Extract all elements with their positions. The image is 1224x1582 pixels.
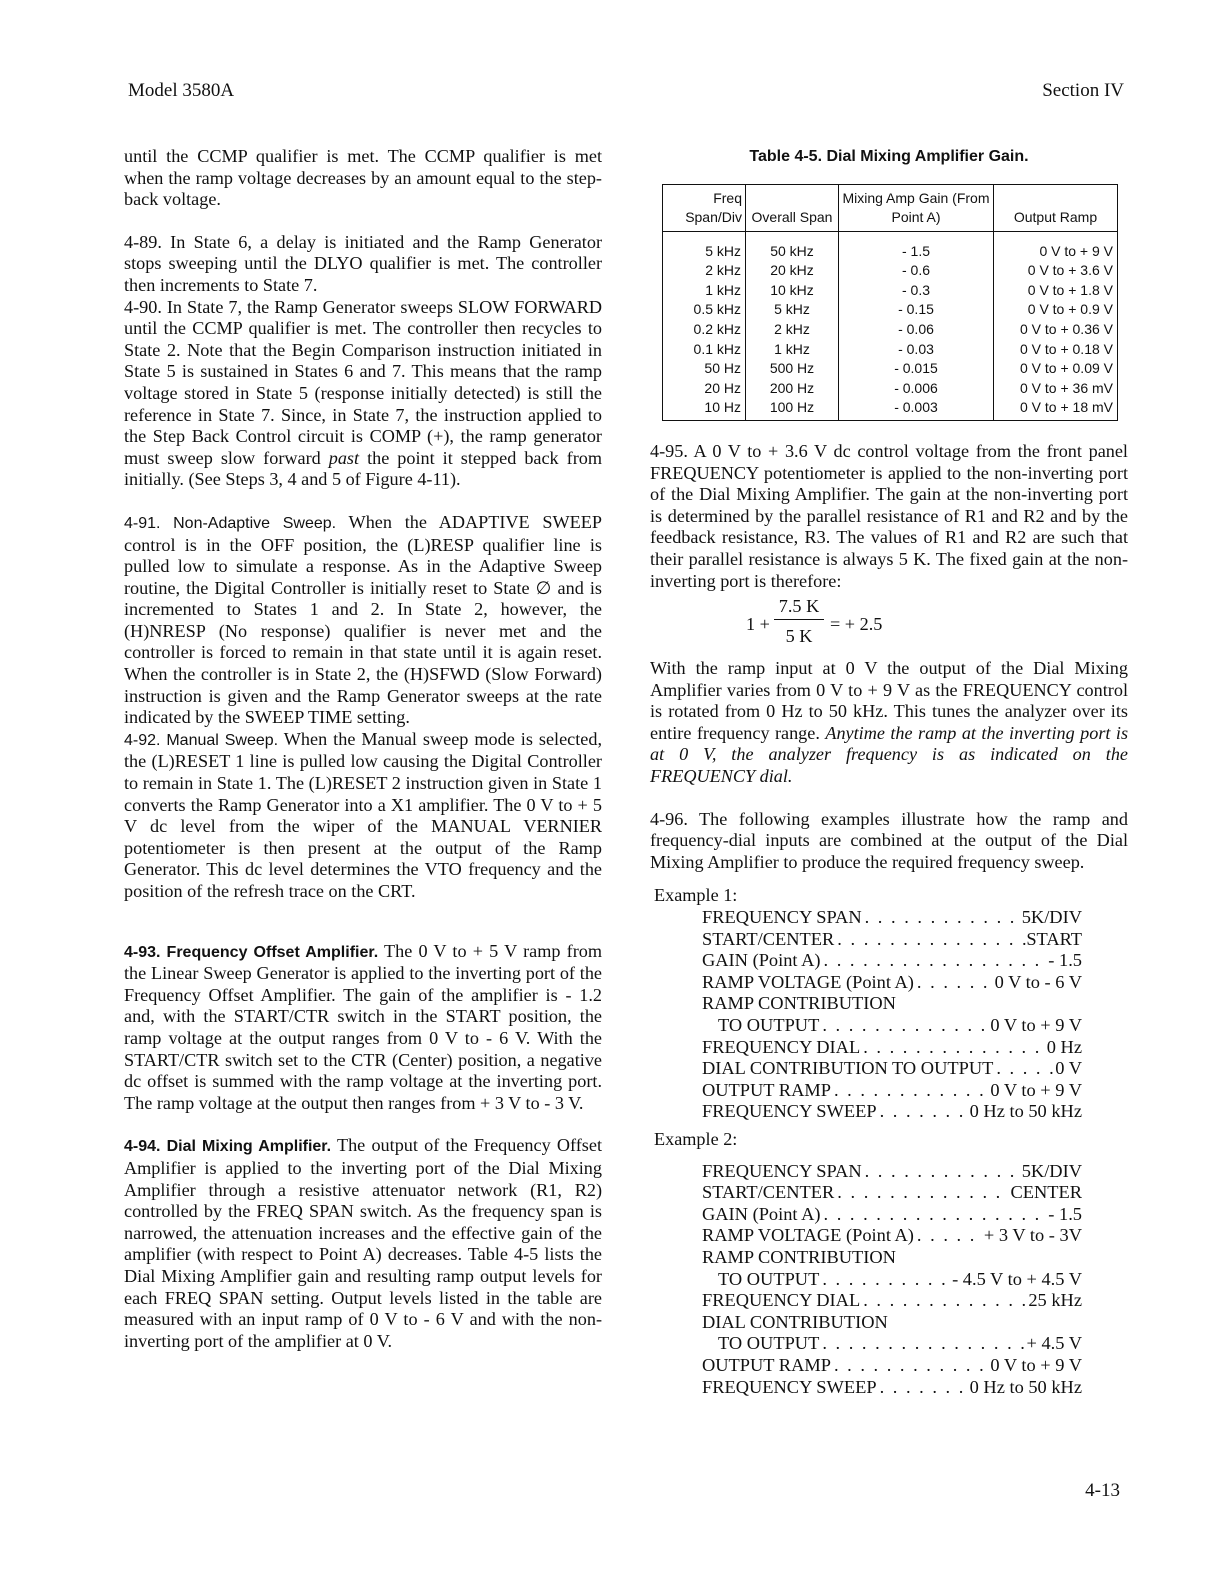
table-cell: - 0.006 — [839, 379, 994, 399]
example-value: 0 V to + 9 V — [990, 1354, 1082, 1375]
example-key: START/CENTER — [702, 1182, 835, 1203]
table-cell: 0 V to + 1.8 V — [994, 281, 1118, 301]
example-value: 0 V to - 6 V — [994, 971, 1082, 992]
example-value: 0 V — [1055, 1058, 1082, 1079]
leader-dots — [862, 907, 1022, 929]
heading-dial-mixing-amplifier: 4-94. Dial Mixing Amplifier. — [124, 1138, 332, 1156]
paragraph-4-96: 4-96. The following examples illustrate how the ramp and frequency-dial inputs are combined at the output of the Dial Mixing Amplifier to produce the required frequency sweep. — [650, 808, 1128, 872]
header-model: Model 3580A — [128, 80, 235, 101]
table-cell: 10 Hz — [663, 398, 746, 420]
example-row — [702, 1058, 1082, 1080]
table-cell: 0 V to + 0.9 V — [994, 300, 1118, 320]
table-cell: - 0.15 — [839, 300, 994, 320]
example-row — [702, 1355, 1082, 1377]
left-column — [124, 146, 602, 1352]
table-cell: 1 kHz — [746, 340, 839, 360]
example-row — [702, 1225, 1082, 1247]
example-row — [702, 972, 1082, 994]
example-key: DIAL CONTRIBUTION — [702, 1311, 888, 1332]
leader-dots — [834, 929, 1026, 951]
example-key: RAMP CONTRIBUTION — [702, 993, 896, 1014]
paragraph-continued: until the CCMP qualifier is met. The CCMP qualifier is met when the ramp voltage decreases by an amount equal to the step-back voltage. — [124, 146, 602, 210]
leader-dots — [993, 1058, 1055, 1080]
example-value: 5K/DIV — [1021, 907, 1082, 928]
paragraph-4-91: 4-91. Non-Adaptive Sweep. When the ADAPTIVE SWEEP control is in the OFF position, the (L)RESP qualifier line is pulled low to simulate a response. As in the Adaptive Sweep routine, the Digital Controller is initially reset to State ∅ and is incremented to States 1 and 2. In State 2, however, the (H)NRESP (No response) qualifier is never met and the controller is forced to remain in that state until it is again reset. When the controller is in State 2, the (H)SFWD (Slow Forward) instruction is given and the Ramp Generator sweeps at the rate indicated by the SWEEP TIME setting. — [124, 511, 603, 728]
formula-numerator: 7.5 K — [778, 596, 820, 617]
example-row — [702, 1080, 1082, 1102]
paragraph-4-89: 4-89. In State 6, a delay is initiated and the Ramp Generator stops sweeping until the DLYO qualifier is met. The controller then increments to State 7. — [124, 231, 602, 295]
example-key: DIAL CONTRIBUTION TO OUTPUT — [702, 1058, 994, 1079]
leader-dots — [860, 1290, 1028, 1312]
table-cell: 2 kHz — [663, 261, 746, 281]
example-key: TO OUTPUT — [718, 1015, 820, 1035]
header-section: Section IV — [1042, 80, 1124, 101]
leader-dots — [914, 1225, 984, 1247]
table-row — [663, 261, 1118, 281]
example-row — [702, 993, 1082, 1015]
example-2-list — [702, 1161, 1082, 1399]
table-cell: 500 Hz — [746, 359, 839, 379]
table-cell: 0 V to + 0.36 V — [994, 320, 1118, 340]
table-cell: 2 kHz — [746, 320, 839, 340]
example-key: OUTPUT RAMP — [702, 1079, 831, 1100]
example-key: RAMP CONTRIBUTION — [702, 1246, 896, 1267]
table-cell: 5 kHz — [746, 300, 839, 320]
heading-manual-sweep: 4-92. Manual Sweep. — [124, 731, 279, 749]
example-key: OUTPUT RAMP — [702, 1354, 831, 1375]
heading-non-adaptive-sweep: 4-91. Non-Adaptive Sweep. — [124, 514, 337, 532]
leader-dots — [834, 1182, 1010, 1204]
example-row — [702, 1037, 1082, 1059]
table-cell: 0 V to + 3.6 V — [994, 261, 1118, 281]
example-row — [702, 1182, 1082, 1204]
leader-dots — [877, 1377, 970, 1399]
example-key: FREQUENCY DIAL — [702, 1290, 861, 1311]
table-row — [663, 359, 1118, 379]
example-1-label: Example 1: — [654, 885, 738, 906]
table-header: Overall Span — [746, 184, 839, 231]
leader-dots — [821, 1204, 1049, 1226]
example-value: 25 kHz — [1028, 1290, 1082, 1311]
example-value: + 3 V to - 3V — [983, 1225, 1082, 1246]
table-cell: 0 V to + 0.09 V — [994, 359, 1118, 379]
table-cell: 10 kHz — [746, 281, 839, 301]
example-1-list — [702, 907, 1082, 1123]
leader-dots — [914, 972, 995, 994]
example-key: START/CENTER — [702, 928, 835, 949]
table-row — [663, 320, 1118, 340]
example-value: - 1.5 — [1048, 950, 1082, 971]
formula-one-plus: 1 + — [746, 614, 770, 635]
paragraph-4-95-continued: With the ramp input at 0 V the output of the Dial Mixing Amplifier varies from 0 V to + 9 V as the FREQUENCY control is rotated from 0 Hz to 50 kHz. This tunes the analyzer over its entire frequency range. Anytime the ramp at the inverting port is at 0 V, the analyzer frequency is as indicated on the FREQUENCY dial. — [650, 658, 1129, 787]
formula-fraction-bar — [774, 619, 824, 620]
example-value: 0 V to + 9 V — [990, 1015, 1082, 1035]
example-row — [702, 929, 1082, 951]
table-row — [663, 340, 1118, 360]
leader-dots — [831, 1355, 990, 1377]
example-key: RAMP VOLTAGE (Point A) — [702, 1225, 914, 1246]
table-cell: 0.5 kHz — [663, 300, 746, 320]
table-cell: 5 kHz — [663, 231, 746, 261]
table-header: Freq Span/Div — [663, 184, 746, 231]
example-row — [702, 1377, 1082, 1399]
example-row — [702, 1312, 1082, 1334]
formula-denominator: 5 K — [785, 626, 813, 647]
gain-table — [662, 184, 1118, 421]
paragraph-4-93: 4-93. Frequency Offset Amplifier. The 0 V to + 5 V ramp from the Linear Sweep Generator is applied to the inverting port of the Frequency Offset Amplifier. The gain of the amplifier is - 1.2 and, with the START/CTR switch in the START position, the ramp voltage at the output ranges from 0 V to - 6 V. With the START/CTR switch set to the CTR (Center) position, a negative dc offset is summed with the ramp voltage at the inverting port. The ramp voltage at the output then ranges from + 3 V to - 3 V. — [124, 940, 602, 1113]
paragraph-4-94: 4-94. Dial Mixing Amplifier. The output of the Frequency Offset Amplifier is applied to the inverting port of the Dial Mixing Amplifier through a resistive attenuator network (R1, R2) controlled by the FREQ SPAN switch. As the frequency span is narrowed, the attenuation increases and the effective gain of the amplifier (with respect to Point A) decreases. Table 4-5 lists the Dial Mixing Amplifier gain and resulting ramp output levels for each FREQ SPAN setting. Output levels listed in the table are measured with an input ramp of 0 V to - 6 V and with the non-inverting port of the amplifier at 0 V. — [124, 1135, 602, 1351]
gain-formula — [650, 596, 1128, 658]
example-row — [702, 1269, 1082, 1291]
table-cell: 0.2 kHz — [663, 320, 746, 340]
table-cell: 0.1 kHz — [663, 340, 746, 360]
paragraph-4-90: 4-90. In State 7, the Ramp Generator sweeps SLOW FORWARD until the CCMP qualifier is met. The controller then recycles to State 2. Note that the Begin Comparison instruction initiated in State 5 is sustained in States 6 and 7. This means that the ramp voltage stored in State 5 (response initially detected) is still the reference in State 7. Since, in State 7, the instruction applied to the Step Back Control circuit is COMP (+), the ramp generator must sweep slow forward past the point it stepped back from initially. (See Steps 3, 4 and 5 of Figure 4-11). — [124, 296, 602, 490]
example-key: FREQUENCY SPAN — [702, 907, 862, 928]
example-row — [702, 1101, 1082, 1123]
formula-result: = + 2.5 — [830, 614, 883, 635]
example-value: 0 V to + 9 V — [990, 1079, 1082, 1100]
table-cell: 20 kHz — [746, 261, 839, 281]
leader-dots — [821, 950, 1049, 972]
table-row — [663, 281, 1118, 301]
example-row — [702, 1204, 1082, 1226]
table-cell: 0 V to + 18 mV — [994, 398, 1118, 420]
table-cell: 0 V to + 0.18 V — [994, 340, 1118, 360]
table-row — [663, 231, 1118, 261]
table-caption: Table 4-5. Dial Mixing Amplifier Gain. — [749, 148, 1029, 165]
table-cell: 0 V to + 9 V — [994, 231, 1118, 261]
example-key: FREQUENCY SWEEP — [702, 1376, 877, 1397]
example-value: START — [1026, 928, 1082, 949]
leader-dots — [862, 1161, 1022, 1183]
table-cell: - 0.03 — [839, 340, 994, 360]
table-cell: 0 V to + 36 mV — [994, 379, 1118, 399]
leader-dots — [831, 1080, 990, 1102]
example-value: 0 Hz to 50 kHz — [969, 1101, 1082, 1122]
table-header: Output Ramp — [994, 184, 1118, 231]
example-value: 0 Hz — [1046, 1036, 1082, 1057]
example-key: FREQUENCY SWEEP — [702, 1101, 877, 1122]
leader-dots — [819, 1333, 1026, 1355]
table-cell: 200 Hz — [746, 379, 839, 399]
table-cell: - 0.015 — [839, 359, 994, 379]
example-row — [702, 1161, 1082, 1183]
paragraph-4-95: 4-95. A 0 V to + 3.6 V dc control voltage from the front panel FREQUENCY potentiometer is applied to the non-inverting port of the Dial Mixing Amplifier. The gain at the non-inverting port is determined by the parallel resistance of R1 and R2 and by the feedback resistance, R3. The values of R1 and R2 are such that their parallel resistance is always 5 K. The fixed gain at the non-inverting port is therefore: — [650, 440, 1128, 591]
table-cell: 1 kHz — [663, 281, 746, 301]
table-cell: 100 Hz — [746, 398, 839, 420]
table-cell: - 0.6 — [839, 261, 994, 281]
table-cell: - 1.5 — [839, 231, 994, 261]
table-cell: - 0.3 — [839, 281, 994, 301]
table-cell: 50 kHz — [746, 231, 839, 261]
table-cell: 20 Hz — [663, 379, 746, 399]
example-value: 5K/DIV — [1021, 1160, 1082, 1181]
example-2-label: Example 2: — [654, 1128, 738, 1149]
example-key: GAIN (Point A) — [702, 1203, 821, 1224]
example-row — [702, 907, 1082, 929]
example-value: 0 Hz to 50 kHz — [969, 1376, 1082, 1397]
example-key: FREQUENCY DIAL — [702, 1036, 861, 1057]
paragraph-4-92: 4-92. Manual Sweep. When the Manual sweep mode is selected, the (L)RESET 1 line is pulled low causing the Digital Controller to remain in State 1. The (L)RESET 2 instruction given in State 1 converts the Ramp Generator into a X1 amplifier. The 0 V to + 5 V dc level from the wiper of the MANUAL VERNIER potentiometer is then present at the output of the Ramp Generator. This dc level determines the VTO frequency and the position of the refresh trace on the CRT. — [124, 728, 603, 901]
leader-dots — [860, 1037, 1047, 1059]
example-row — [702, 1333, 1082, 1355]
table-row — [663, 398, 1118, 420]
example-row — [702, 1015, 1082, 1037]
page-number: 4-13 — [1085, 1480, 1120, 1501]
leader-dots — [819, 1269, 952, 1291]
example-value: - 1.5 — [1048, 1203, 1082, 1224]
example-key: RAMP VOLTAGE (Point A) — [702, 971, 914, 992]
leader-dots — [877, 1101, 970, 1123]
example-row — [702, 1247, 1082, 1269]
table-row — [663, 300, 1118, 320]
example-value: CENTER — [1010, 1182, 1082, 1203]
example-key: FREQUENCY SPAN — [702, 1160, 862, 1181]
table-header: Mixing Amp Gain (From Point A) — [839, 184, 994, 231]
example-row — [702, 950, 1082, 972]
table-cell: - 0.003 — [839, 398, 994, 420]
table-cell: - 0.06 — [839, 320, 994, 340]
table-cell: 50 Hz — [663, 359, 746, 379]
example-key: TO OUTPUT — [718, 1333, 820, 1354]
table-row — [663, 379, 1118, 399]
right-column — [650, 146, 1128, 1398]
example-value: - 4.5 V to + 4.5 V — [952, 1268, 1082, 1289]
example-row — [702, 1290, 1082, 1312]
example-key: TO OUTPUT — [718, 1268, 820, 1289]
leader-dots — [819, 1015, 990, 1037]
example-key: GAIN (Point A) — [702, 950, 821, 971]
heading-frequency-offset-amplifier: 4-93. Frequency Offset Amplifier. — [124, 943, 379, 961]
example-value: + 4.5 V — [1026, 1333, 1082, 1354]
